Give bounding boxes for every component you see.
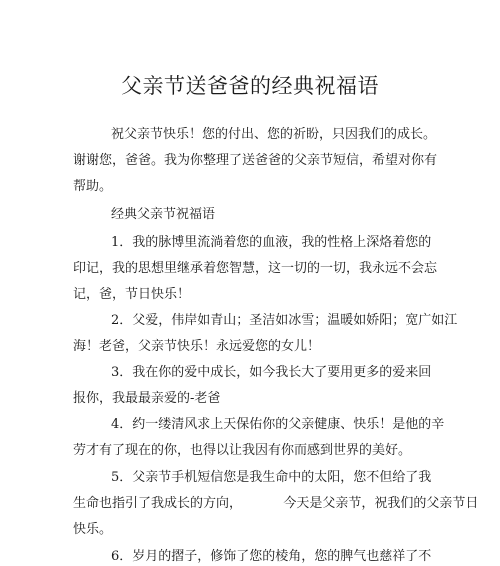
wish-item-5-line-1: 5．父亲节手机短信您是我生命中的太阳，您不但给了我: [111, 470, 432, 485]
wish-item-2-line-1: 2．父爱，伟岸如青山；圣洁如冰雪；温暖如娇阳；宽广如江: [111, 313, 458, 328]
wish-item-5-line-3: 快乐。: [73, 522, 113, 537]
wish-item-3-line-1: 3．我在你的爱中成长，如今我长大了要用更多的爱来回: [111, 365, 432, 380]
intro-line-1: 祝父亲节快乐！您的付出、您的祈盼，只因我们的成长。: [111, 127, 437, 142]
wish-item-4-line-1: 4．约一缕清风求上天保佑你的父亲健康、快乐！是他的辛: [111, 417, 445, 432]
intro-line-2: 谢谢您，爸爸。我为你整理了送爸爸的父亲节短信，希望对你有: [73, 153, 438, 168]
wish-item-5-line-2: 生命也指引了我成长的方向， 今天是父亲节，祝我们的父亲节日: [73, 496, 479, 511]
wish-item-1-line-1: 1．我的脉博里流淌着您的血液，我的性格上深烙着您的: [111, 235, 432, 250]
wish-item-2-line-2: 海！老爸，父亲节快乐！永远爱您的女儿！: [73, 339, 321, 354]
wish-item-4-line-2: 劳才有了现在的你，也得以让我因有你而感到世界的美好。: [73, 443, 412, 458]
document-title: 父亲节送爸爸的经典祝福语: [121, 74, 379, 98]
wish-item-1-line-3: 记，爸，节日快乐！: [73, 287, 191, 302]
section-heading: 经典父亲节祝福语: [111, 207, 216, 222]
wish-item-3-line-2: 报你，我最最亲爱的-老爸: [73, 391, 221, 406]
intro-line-3: 帮助。: [73, 179, 113, 194]
wish-item-6-line-1: 6．岁月的摺子，修饰了您的棱角，您的脾气也慈祥了不: [111, 549, 432, 564]
wish-item-1-line-2: 印记，我的思想里继承着您智慧，这一切的一切，我永远不会忘: [73, 261, 438, 276]
